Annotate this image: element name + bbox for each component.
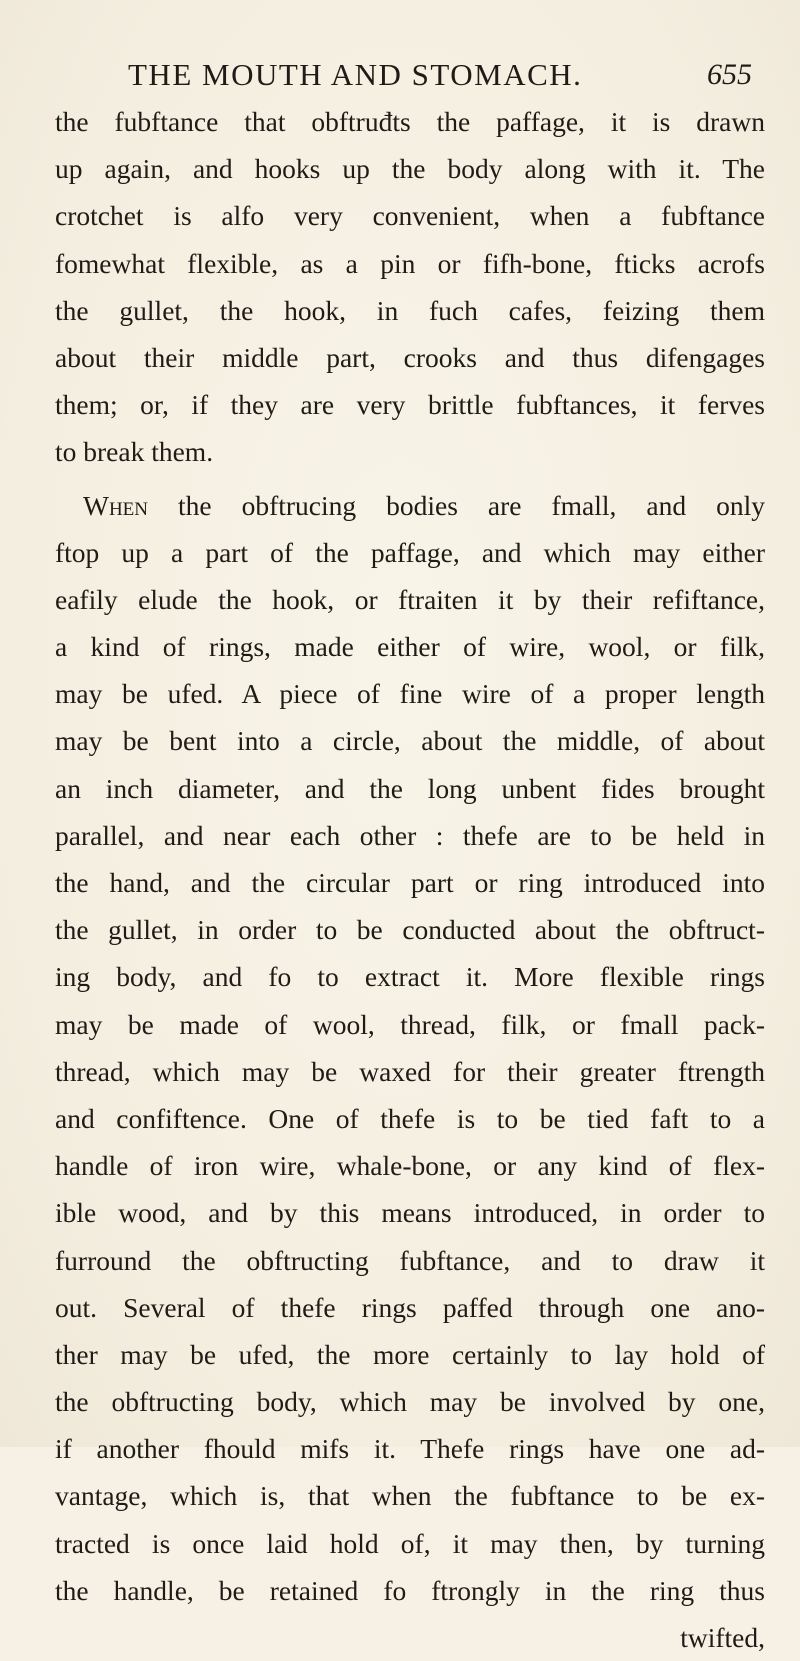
text-line: tracted is once laid hold of, it may then, by turning — [55, 1527, 765, 1559]
text-line: fomewhat flexible, as a pin or fifh-bone, fticks acrofs — [55, 247, 765, 279]
running-head — [0, 55, 800, 95]
text-line: ible wood, and by this means introduced, in order to — [55, 1197, 765, 1229]
text-line: an inch diameter, and the long unbent fides brought — [55, 772, 765, 804]
page-number: 655 — [707, 58, 752, 91]
lead-word: When — [83, 489, 149, 521]
text-line: ftop up a part of the paffage, and which may either — [55, 536, 765, 568]
body-text — [55, 98, 765, 1661]
text-line: if another fhould mifs it. Thefe rings have one ad- — [55, 1433, 765, 1465]
text-line: parallel, and near each other : thefe are to be held in — [55, 819, 765, 851]
text-line: the fubftance that obftruđts the paffage, it is drawn — [55, 106, 765, 137]
text-line: the hand, and the circular part or ring introduced into — [55, 867, 765, 898]
text-line: ing body, and fo to extract it. More flexible rings — [55, 961, 765, 993]
text-line: them; or, if they are very brittle fubftances, it ferves — [55, 389, 765, 421]
catchword: twifted, — [680, 1622, 765, 1653]
paragraph-2 — [55, 482, 765, 1615]
text-line: the gullet, the hook, in fuch cafes, feizing them — [55, 294, 765, 326]
text-line: out. Several of thefe rings paffed through one ano- — [55, 1291, 765, 1323]
text-line: and confiftence. One of thefe is to be tied faft to a — [55, 1102, 765, 1134]
text-line: ther may be ufed, the more certainly to lay hold of — [55, 1338, 765, 1370]
text-line: furround the obftructing fubftance, and to draw it — [55, 1244, 765, 1276]
paragraph-1 — [55, 98, 765, 476]
first-line-rest: the obftrucing bodies are fmall, and only — [148, 489, 765, 521]
text-line-first — [55, 482, 765, 529]
text-line: crotchet is alfo very convenient, when a fubftance — [55, 200, 765, 232]
text-line: the handle, be retained fo ftrongly in the ring thus — [55, 1574, 765, 1606]
text-line: the obftructing body, which may be involved by one, — [55, 1386, 765, 1418]
text-line: thread, which may be waxed for their greater ftrength — [55, 1055, 765, 1087]
text-line: handle of iron wire, whale-bone, or any kind of flex- — [55, 1150, 765, 1182]
text-line: about their middle part, crooks and thus difengages — [55, 341, 765, 373]
text-line: the gullet, in order to be conducted about the obftruct- — [55, 914, 765, 946]
text-line: to break them. — [55, 436, 214, 468]
text-line: eafily elude the hook, or ftraiten it by their refiftance, — [55, 583, 765, 615]
text-line: may be ufed. A piece of fine wire of a proper length — [55, 678, 765, 710]
text-line: vantage, which is, that when the fubftance to be ex- — [55, 1480, 765, 1512]
text-line: a kind of rings, made either of wire, wool, or filk, — [55, 631, 765, 663]
text-line: may be made of wool, thread, filk, or fmall pack- — [55, 1008, 765, 1040]
running-title: THE MOUTH AND STOMACH. — [128, 57, 583, 92]
text-line: up again, and hooks up the body along with it. The — [55, 153, 765, 185]
text-line: may be bent into a circle, about the middle, of about — [55, 725, 765, 757]
